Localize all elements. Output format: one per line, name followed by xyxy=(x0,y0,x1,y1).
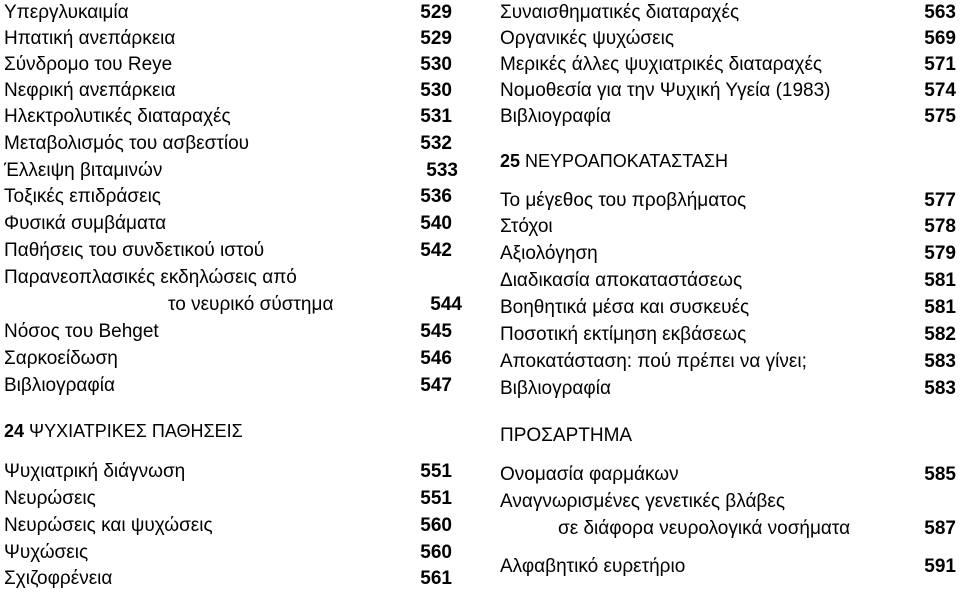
entry-title: Νεφρική ανεπάρκεια xyxy=(4,80,176,101)
entry-page: 547 xyxy=(420,375,452,396)
entry-page: 545 xyxy=(420,321,452,342)
toc-entry xyxy=(4,237,452,264)
toc-entry xyxy=(4,157,458,184)
entry-page: 530 xyxy=(420,80,452,101)
toc-entry xyxy=(4,458,452,485)
entry-page: 575 xyxy=(924,106,956,127)
toc-entry xyxy=(500,267,956,294)
entry-page: 581 xyxy=(924,270,956,291)
toc-entry xyxy=(4,345,452,372)
entry-page: 551 xyxy=(420,488,452,509)
toc-entry xyxy=(500,103,956,130)
entry-title: Ψυχώσεις xyxy=(4,542,89,563)
toc-entry xyxy=(4,318,452,345)
entry-title: Ψυχιατρική διάγνωση xyxy=(4,461,186,482)
entry-page: 563 xyxy=(924,2,956,23)
chapter-title: ΝΕΥΡΟΑΠΟΚΑΤΑΣΤΑΣΗ xyxy=(525,151,729,171)
entry-page: 529 xyxy=(420,28,452,49)
entry-title: το νευρικό σύστημα xyxy=(168,294,334,315)
entry-title: Διαδικασία αποκαταστάσεως xyxy=(500,270,743,291)
entry-page: 561 xyxy=(420,568,452,589)
entry-page: 574 xyxy=(924,80,956,101)
entry-title: Νομοθεσία για την Ψυχική Υγεία (1983) xyxy=(500,80,831,101)
toc-entry xyxy=(4,565,452,592)
entry-title: Αξιολόγηση xyxy=(500,243,598,264)
entry-page: 571 xyxy=(924,54,956,75)
entry-title: Μεταβολισμός του ασβεστίου xyxy=(4,133,250,154)
entry-page: 530 xyxy=(420,54,452,75)
entry-title: Νευρώσεις και ψυχώσεις xyxy=(4,515,213,536)
toc-entry xyxy=(4,539,452,566)
toc-entry xyxy=(4,264,452,291)
chapter-number: 24 xyxy=(4,421,25,441)
toc-entry xyxy=(500,488,956,515)
entry-title: Νόσος του Behget xyxy=(4,321,159,342)
entry-page: 533 xyxy=(426,160,458,181)
chapter-heading xyxy=(4,418,452,445)
entry-title: Βιβλιογραφία xyxy=(500,378,611,399)
toc-entry xyxy=(4,210,452,237)
appendix-title: ΠΡΟΣΑΡΤΗΜΑ xyxy=(500,425,633,446)
entry-title: Ηλεκτρολυτικές διαταραχές xyxy=(4,106,231,127)
toc-entry xyxy=(500,294,956,321)
entry-title: Οργανικές ψυχώσεις xyxy=(500,28,675,49)
toc-entry xyxy=(500,213,956,240)
entry-title: Σχιζοφρένεια xyxy=(4,568,113,589)
entry-title: Μερικές άλλες ψυχιατρικές διαταραχές xyxy=(500,54,823,75)
entry-page: 585 xyxy=(924,464,956,485)
entry-page: 569 xyxy=(924,28,956,49)
toc-entry xyxy=(500,461,956,488)
entry-title: Υπεργλυκαιμία xyxy=(4,2,129,23)
entry-title: Βοηθητικά μέσα και συσκευές xyxy=(500,297,750,318)
entry-title: σε διάφορα νευρολογικά νοσήματα xyxy=(558,518,851,539)
entry-page: 560 xyxy=(420,542,452,563)
toc-entry xyxy=(4,77,452,104)
entry-title: Ηπατική ανεπάρκεια xyxy=(4,28,176,49)
entry-page: 582 xyxy=(924,324,956,345)
entry-page: 536 xyxy=(420,186,452,207)
entry-title: Βιβλιογραφία xyxy=(4,375,115,396)
entry-page: 591 xyxy=(924,556,956,577)
entry-title: Σαρκοείδωση xyxy=(4,348,118,369)
entry-title: Τοξικές επιδράσεις xyxy=(4,186,161,207)
entry-page: 583 xyxy=(924,378,956,399)
entry-title: Φυσικά συμβάματα xyxy=(4,213,167,234)
entry-title: Παρανεοπλασικές εκδηλώσεις από xyxy=(4,267,297,288)
toc-entry xyxy=(4,372,452,399)
appendix-heading xyxy=(500,422,956,449)
entry-page: 546 xyxy=(420,348,452,369)
toc-entry xyxy=(4,25,452,52)
entry-page: 540 xyxy=(420,213,452,234)
entry-title: Στόχοι xyxy=(500,216,553,237)
entry-page: 587 xyxy=(924,518,956,539)
toc-entry xyxy=(500,77,956,104)
entry-title: Το μέγεθος του προβλήματος xyxy=(500,190,747,211)
toc-entry xyxy=(500,375,956,402)
entry-page: 583 xyxy=(924,351,956,372)
entry-title: Αποκατάσταση: πού πρέπει να γίνει; xyxy=(500,351,807,372)
entry-page: 560 xyxy=(420,515,452,536)
entry-page: 581 xyxy=(924,297,956,318)
toc-entry xyxy=(500,515,956,542)
entry-title: Σύνδρομο του Reye xyxy=(4,54,173,75)
toc-entry xyxy=(4,103,452,130)
toc-entry xyxy=(4,291,462,318)
entry-page: 577 xyxy=(924,190,956,211)
toc-entry xyxy=(4,183,452,210)
toc-entry xyxy=(500,0,956,26)
entry-page: 578 xyxy=(924,216,956,237)
toc-entry xyxy=(4,0,452,26)
toc-entry xyxy=(500,240,956,267)
toc-entry xyxy=(4,485,452,512)
entry-page: 551 xyxy=(420,461,452,482)
toc-entry xyxy=(4,512,452,539)
toc-entry xyxy=(500,187,956,214)
chapter-title: ΨΥΧΙΑΤΡΙΚΕΣ ΠΑΘΗΣΕΙΣ xyxy=(29,421,243,441)
chapter-number: 25 xyxy=(500,151,521,171)
toc-entry xyxy=(4,130,452,157)
chapter-heading xyxy=(500,148,956,175)
entry-page: 544 xyxy=(430,294,462,315)
entry-title: Ποσοτική εκτίμηση εκβάσεως xyxy=(500,324,747,345)
toc-entry xyxy=(500,25,956,52)
toc-entry xyxy=(500,321,956,348)
entry-title: Αλφαβητικό ευρετήριο xyxy=(500,556,686,577)
entry-page: 542 xyxy=(420,240,452,261)
entry-title: Συναισθηματικές διαταραχές xyxy=(500,2,740,23)
toc-entry xyxy=(500,51,956,78)
entry-title: Ονομασία φαρμάκων xyxy=(500,464,679,485)
entry-title: Έλλειψη βιταμινών xyxy=(4,160,163,181)
entry-title: Νευρώσεις xyxy=(4,488,96,509)
entry-title: Βιβλιογραφία xyxy=(500,106,611,127)
entry-page: 531 xyxy=(420,106,452,127)
entry-page: 579 xyxy=(924,243,956,264)
entry-page: 532 xyxy=(420,133,452,154)
entry-title: Παθήσεις του συνδετικού ιστού xyxy=(4,240,265,261)
toc-entry xyxy=(500,348,956,375)
toc-entry-index xyxy=(500,553,956,580)
toc-entry xyxy=(4,51,452,78)
entry-title: Αναγνωρισμένες γενετικές βλάβες xyxy=(500,491,785,512)
entry-page: 529 xyxy=(420,2,452,23)
